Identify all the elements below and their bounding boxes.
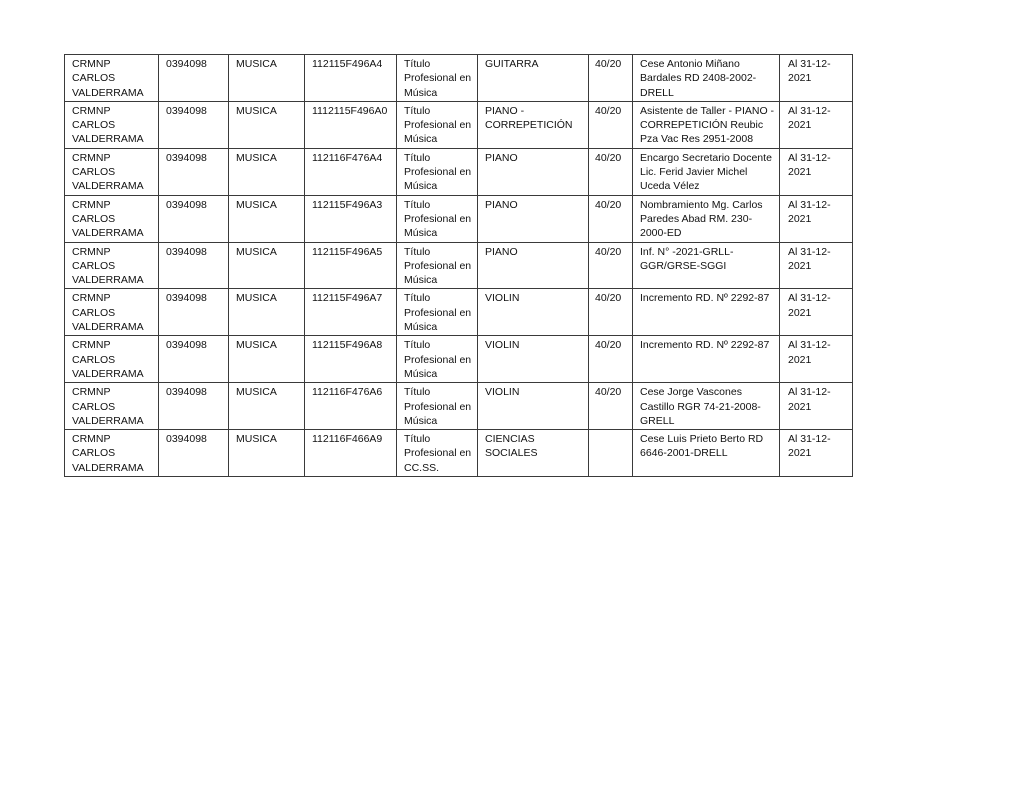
cell-jornada: 40/20 — [589, 55, 633, 102]
cell-jornada: 40/20 — [589, 101, 633, 148]
table-body — [65, 55, 853, 477]
cell-codigo-modular: 0394098 — [159, 55, 229, 102]
cell-codigo-modular: 0394098 — [159, 101, 229, 148]
cell-institucion: CRMNP CARLOS VALDERRAMA — [65, 148, 159, 195]
cell-jornada — [589, 430, 633, 477]
cell-codigo-plaza: 112115F496A7 — [305, 289, 397, 336]
cell-jornada: 40/20 — [589, 289, 633, 336]
cell-requisito: Título Profesional en Música — [397, 289, 478, 336]
cell-motivo: Incremento RD. Nº 2292-87 — [633, 289, 780, 336]
cell-nivel: MUSICA — [229, 430, 305, 477]
cell-especialidad: PIANO — [478, 242, 589, 289]
cell-especialidad: CIENCIAS SOCIALES — [478, 430, 589, 477]
cell-requisito: Título Profesional en Música — [397, 383, 478, 430]
table-row — [65, 148, 853, 195]
cell-nivel: MUSICA — [229, 242, 305, 289]
cell-requisito: Título Profesional en Música — [397, 242, 478, 289]
cell-codigo-plaza: 1112115F496A0 — [305, 101, 397, 148]
cell-institucion: CRMNP CARLOS VALDERRAMA — [65, 242, 159, 289]
cell-codigo-plaza: 112116F476A4 — [305, 148, 397, 195]
cell-jornada: 40/20 — [589, 242, 633, 289]
cell-motivo: Encargo Secretario Docente Lic. Ferid Javier Michel Uceda Vélez — [633, 148, 780, 195]
cell-institucion: CRMNP CARLOS VALDERRAMA — [65, 383, 159, 430]
plazas-table — [64, 54, 853, 477]
cell-motivo: Nombramiento Mg. Carlos Paredes Abad RM. 230-2000-ED — [633, 195, 780, 242]
table-row — [65, 430, 853, 477]
cell-nivel: MUSICA — [229, 336, 305, 383]
cell-especialidad: VIOLIN — [478, 336, 589, 383]
table-row — [65, 383, 853, 430]
cell-nivel: MUSICA — [229, 101, 305, 148]
cell-institucion: CRMNP CARLOS VALDERRAMA — [65, 430, 159, 477]
cell-institucion: CRMNP CARLOS VALDERRAMA — [65, 336, 159, 383]
cell-vigencia: Al 31-12-2021 — [780, 195, 853, 242]
cell-institucion: CRMNP CARLOS VALDERRAMA — [65, 101, 159, 148]
cell-requisito: Título Profesional en Música — [397, 148, 478, 195]
cell-institucion: CRMNP CARLOS VALDERRAMA — [65, 195, 159, 242]
cell-vigencia: Al 31-12-2021 — [780, 336, 853, 383]
cell-motivo: Asistente de Taller - PIANO - CORREPETICIÓN Reubic Pza Vac Res 2951-2008 — [633, 101, 780, 148]
cell-nivel: MUSICA — [229, 383, 305, 430]
cell-motivo: Cese Jorge Vascones Castillo RGR 74-21-2008-GRELL — [633, 383, 780, 430]
cell-jornada: 40/20 — [589, 148, 633, 195]
cell-nivel: MUSICA — [229, 148, 305, 195]
cell-institucion: CRMNP CARLOS VALDERRAMA — [65, 55, 159, 102]
cell-codigo-modular: 0394098 — [159, 383, 229, 430]
table-row — [65, 195, 853, 242]
cell-codigo-modular: 0394098 — [159, 336, 229, 383]
cell-vigencia: Al 31-12-2021 — [780, 148, 853, 195]
table-row — [65, 336, 853, 383]
cell-vigencia: Al 31-12-2021 — [780, 430, 853, 477]
cell-especialidad: PIANO — [478, 148, 589, 195]
cell-codigo-plaza: 112116F466A9 — [305, 430, 397, 477]
cell-codigo-plaza: 112115F496A3 — [305, 195, 397, 242]
cell-requisito: Título Profesional en Música — [397, 195, 478, 242]
cell-requisito: Título Profesional en CC.SS. — [397, 430, 478, 477]
cell-jornada: 40/20 — [589, 195, 633, 242]
cell-especialidad: PIANO - CORREPETICIÓN — [478, 101, 589, 148]
cell-especialidad: VIOLIN — [478, 289, 589, 336]
table-row — [65, 242, 853, 289]
cell-codigo-modular: 0394098 — [159, 195, 229, 242]
cell-especialidad: GUITARRA — [478, 55, 589, 102]
cell-codigo-plaza: 112115F496A5 — [305, 242, 397, 289]
table-row — [65, 101, 853, 148]
cell-motivo: Cese Antonio Miñano Bardales RD 2408-2002-DRELL — [633, 55, 780, 102]
cell-codigo-plaza: 112115F496A4 — [305, 55, 397, 102]
cell-nivel: MUSICA — [229, 55, 305, 102]
cell-codigo-plaza: 112116F476A6 — [305, 383, 397, 430]
cell-requisito: Título Profesional en Música — [397, 101, 478, 148]
cell-vigencia: Al 31-12-2021 — [780, 55, 853, 102]
cell-vigencia: Al 31-12-2021 — [780, 383, 853, 430]
cell-vigencia: Al 31-12-2021 — [780, 289, 853, 336]
cell-codigo-modular: 0394098 — [159, 148, 229, 195]
cell-vigencia: Al 31-12-2021 — [780, 101, 853, 148]
cell-codigo-modular: 0394098 — [159, 430, 229, 477]
cell-motivo: Incremento RD. Nº 2292-87 — [633, 336, 780, 383]
cell-requisito: Título Profesional en Música — [397, 55, 478, 102]
cell-motivo: Cese Luis Prieto Berto RD 6646-2001-DRELL — [633, 430, 780, 477]
cell-codigo-modular: 0394098 — [159, 289, 229, 336]
cell-jornada: 40/20 — [589, 336, 633, 383]
cell-especialidad: VIOLIN — [478, 383, 589, 430]
table-row — [65, 55, 853, 102]
cell-nivel: MUSICA — [229, 195, 305, 242]
cell-motivo: Inf. N° -2021-GRLL-GGR/GRSE-SGGI — [633, 242, 780, 289]
table-row — [65, 289, 853, 336]
cell-nivel: MUSICA — [229, 289, 305, 336]
cell-institucion: CRMNP CARLOS VALDERRAMA — [65, 289, 159, 336]
cell-codigo-modular: 0394098 — [159, 242, 229, 289]
cell-vigencia: Al 31-12-2021 — [780, 242, 853, 289]
cell-requisito: Título Profesional en Música — [397, 336, 478, 383]
cell-jornada: 40/20 — [589, 383, 633, 430]
cell-especialidad: PIANO — [478, 195, 589, 242]
cell-codigo-plaza: 112115F496A8 — [305, 336, 397, 383]
